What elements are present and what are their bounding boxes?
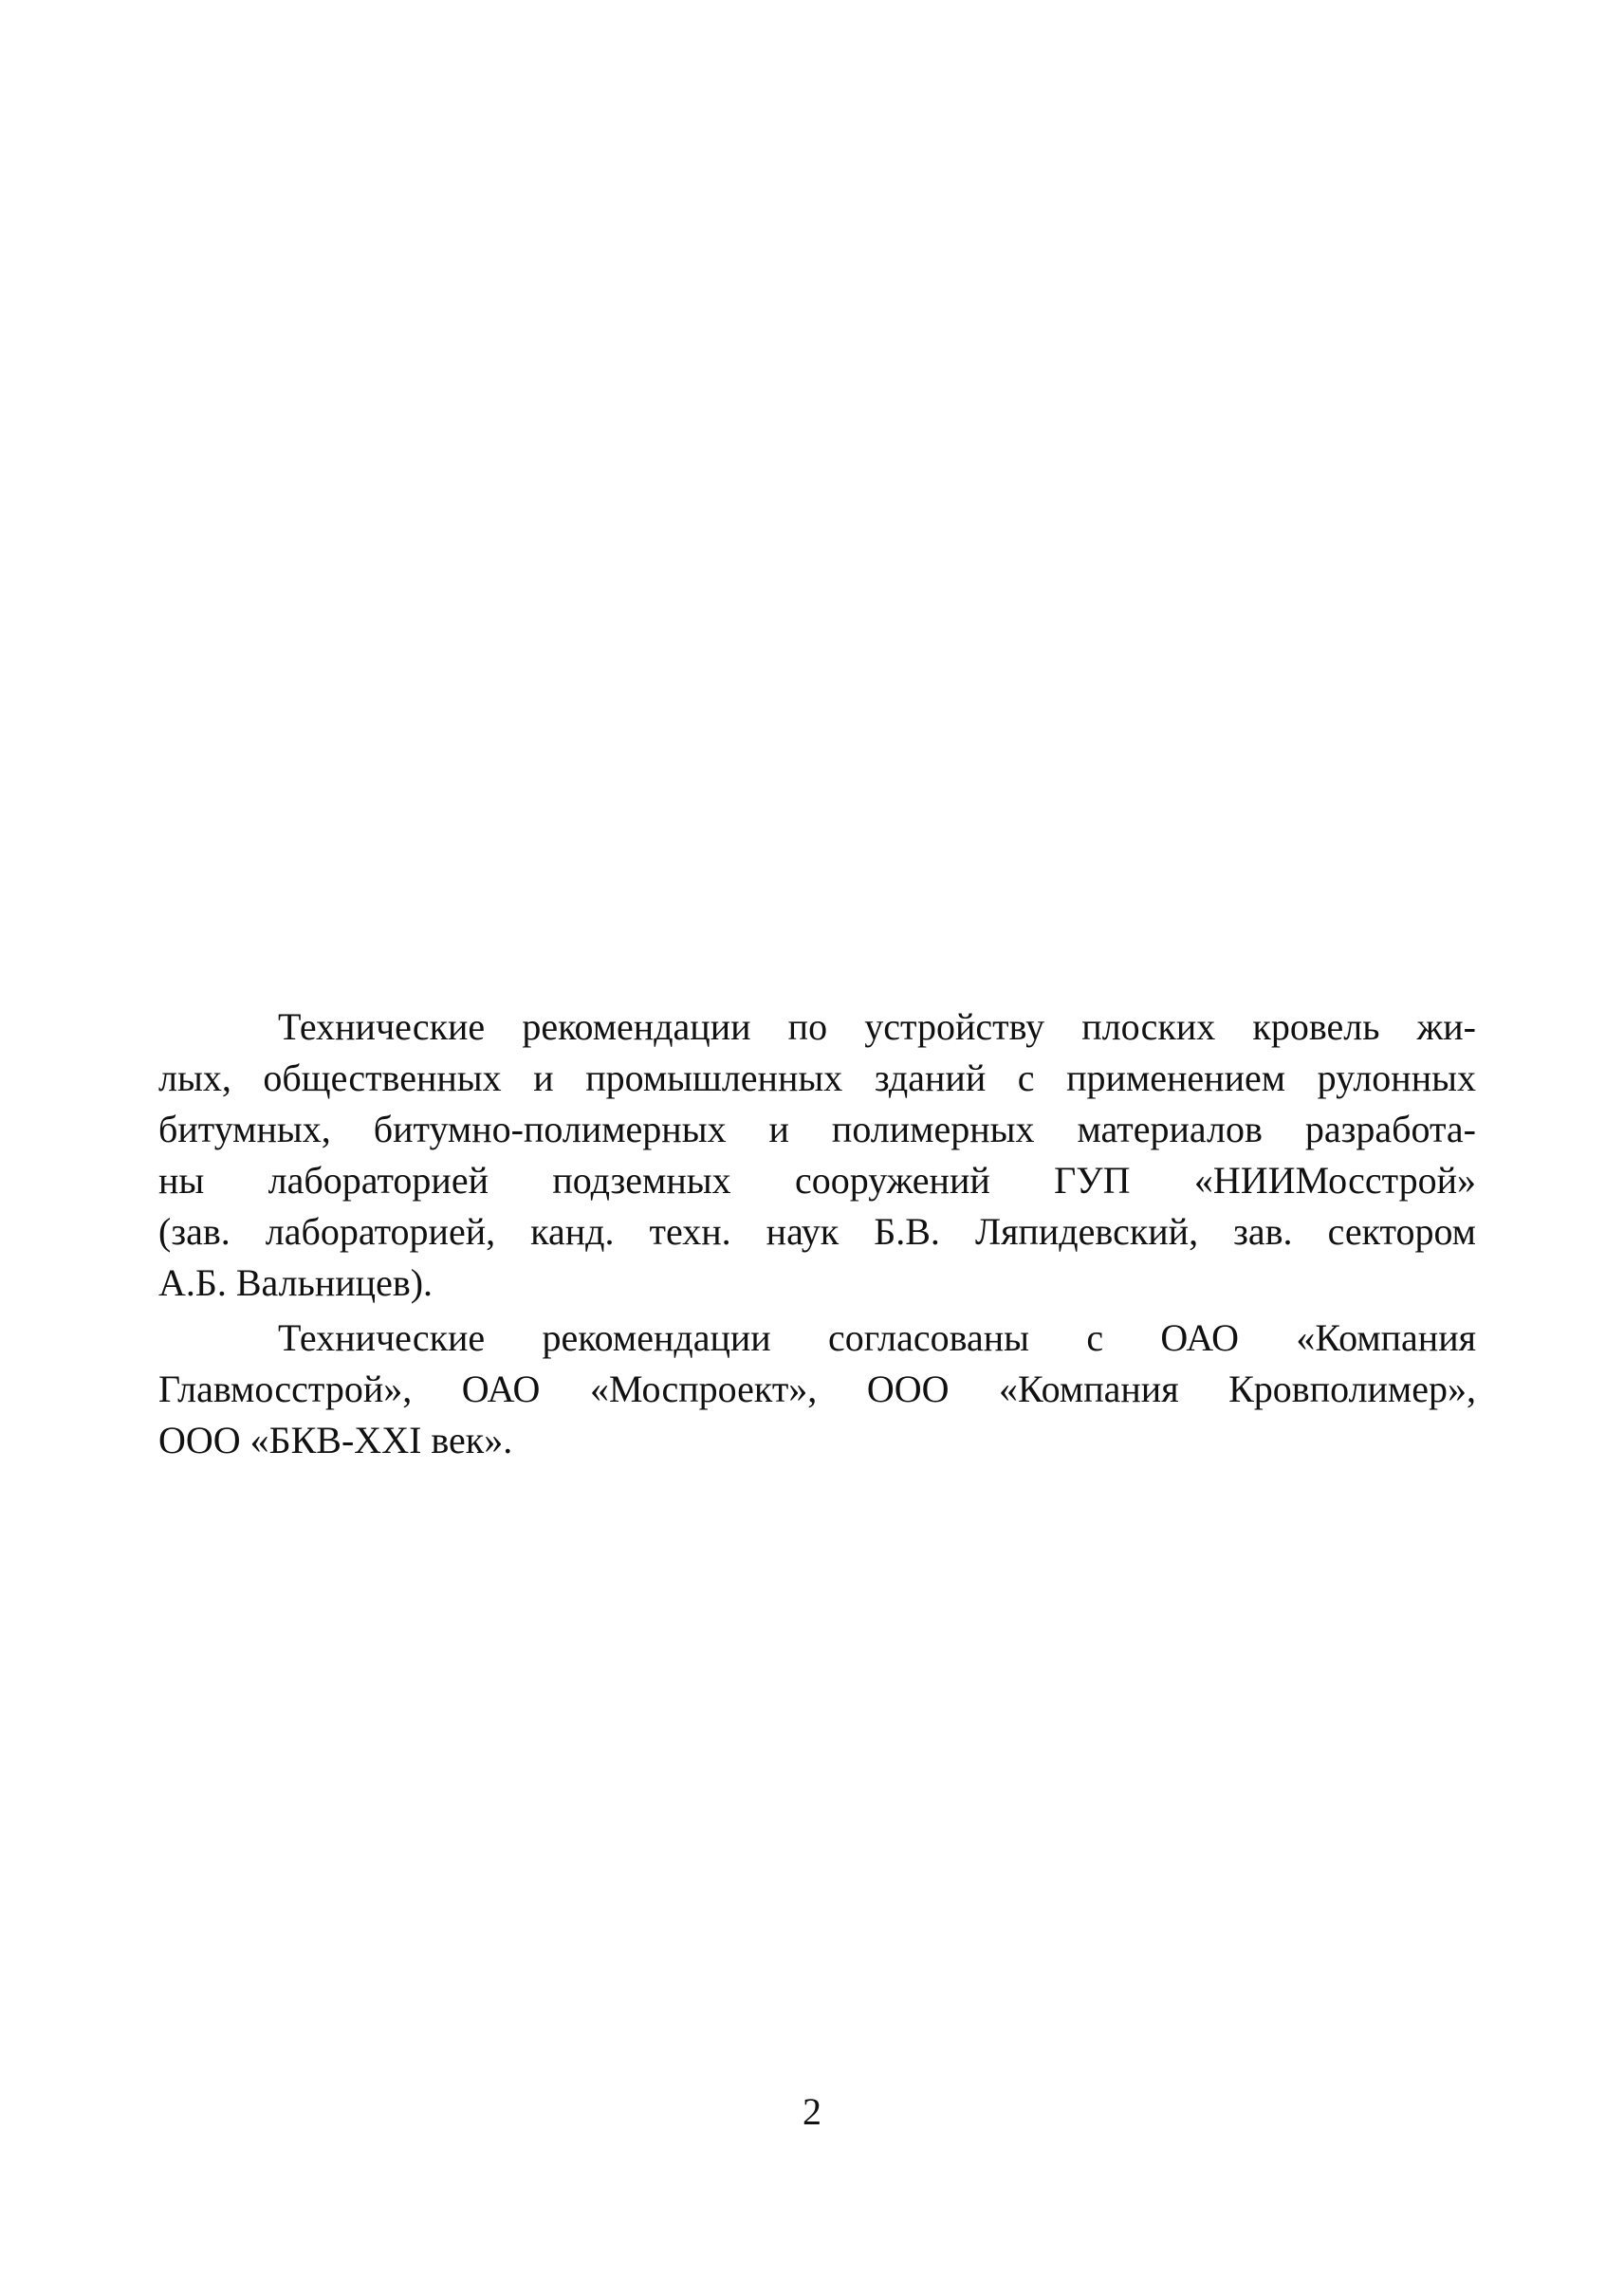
page-number: 2 bbox=[803, 2090, 821, 2133]
text-line: Технические рекомендации по устройству плоских кровель жи- bbox=[278, 1005, 1476, 1048]
text-line: лых, общественных и промышленных зданий с применением рулонных bbox=[158, 1056, 1476, 1099]
paragraph-approvals bbox=[158, 1313, 1476, 1466]
body-text bbox=[158, 1001, 1476, 1466]
text-line: А.Б. Вальницев). bbox=[158, 1261, 434, 1304]
text-line: ны лабораторией подземных сооружений ГУП «НИИМосстрой» bbox=[158, 1159, 1476, 1202]
text-line: ООО «БКВ-XXI век». bbox=[158, 1419, 513, 1461]
text-line: битумных, битумно-полимерных и полимерных материалов разработа- bbox=[158, 1108, 1476, 1150]
text-line: Технические рекомендации согласованы с ОАО «Компания bbox=[278, 1316, 1476, 1359]
text-line: (зав. лабораторией, канд. техн. наук Б.В. Ляпидевский, зав. сектором bbox=[158, 1210, 1476, 1253]
text-line: Главмосстрой», ОАО «Моспроект», ООО «Компания Кровполимер», bbox=[158, 1368, 1476, 1410]
paragraph-developers bbox=[158, 1001, 1476, 1309]
